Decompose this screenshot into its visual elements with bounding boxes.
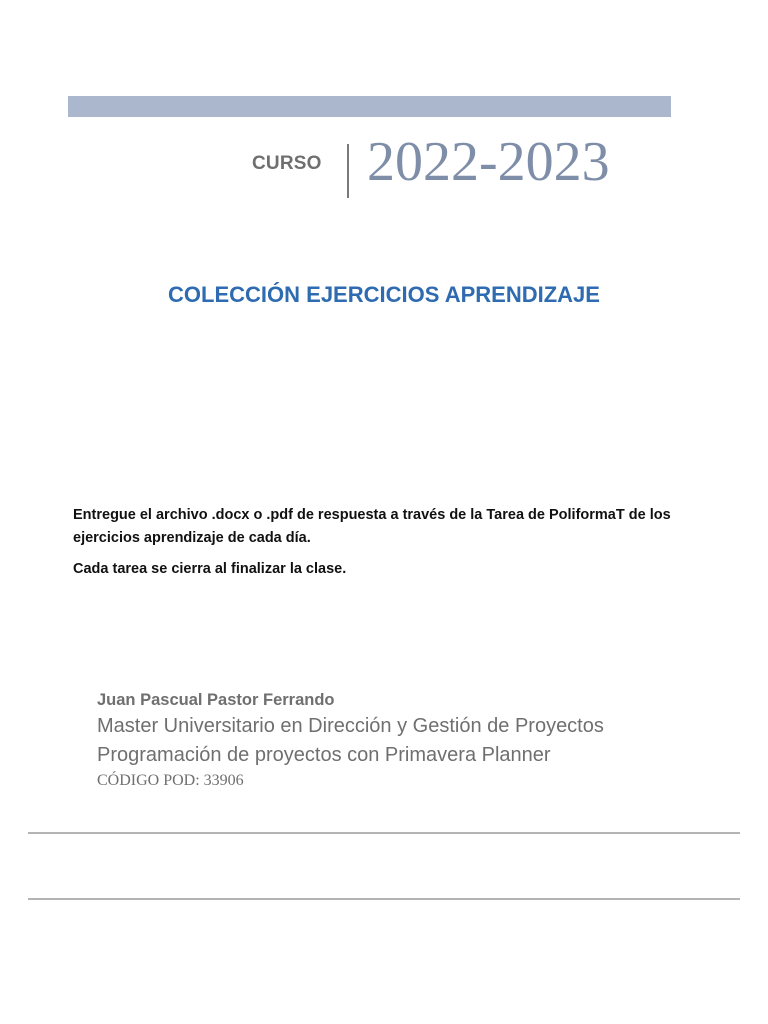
author-block [97,688,737,792]
instruction-paragraph: Entregue el archivo .docx o .pdf de respuesta a través de la Tarea de PoliformaT de los ejercicios aprendizaje de cada día. [73,507,671,546]
header-decorative-bar [68,96,671,117]
horizontal-divider [28,898,740,900]
academic-year: 2022-2023 [367,131,610,193]
author-name: Juan Pascual Pastor Ferrando [97,691,335,709]
horizontal-divider [28,832,740,834]
instructions-block [73,504,713,589]
document-title: COLECCIÓN EJERCICIOS APRENDIZAJE [168,282,600,307]
pod-code: CÓDIGO POD: 33906 [97,772,244,789]
header-divider [347,144,349,198]
curso-label: CURSO [252,153,322,174]
instruction-paragraph: Cada tarea se cierra al finalizar la clase. [73,561,347,577]
course-name: Programación de proyectos con Primavera Planner [97,744,551,766]
program-name: Master Universitario en Dirección y Gestión de Proyectos [97,715,604,737]
